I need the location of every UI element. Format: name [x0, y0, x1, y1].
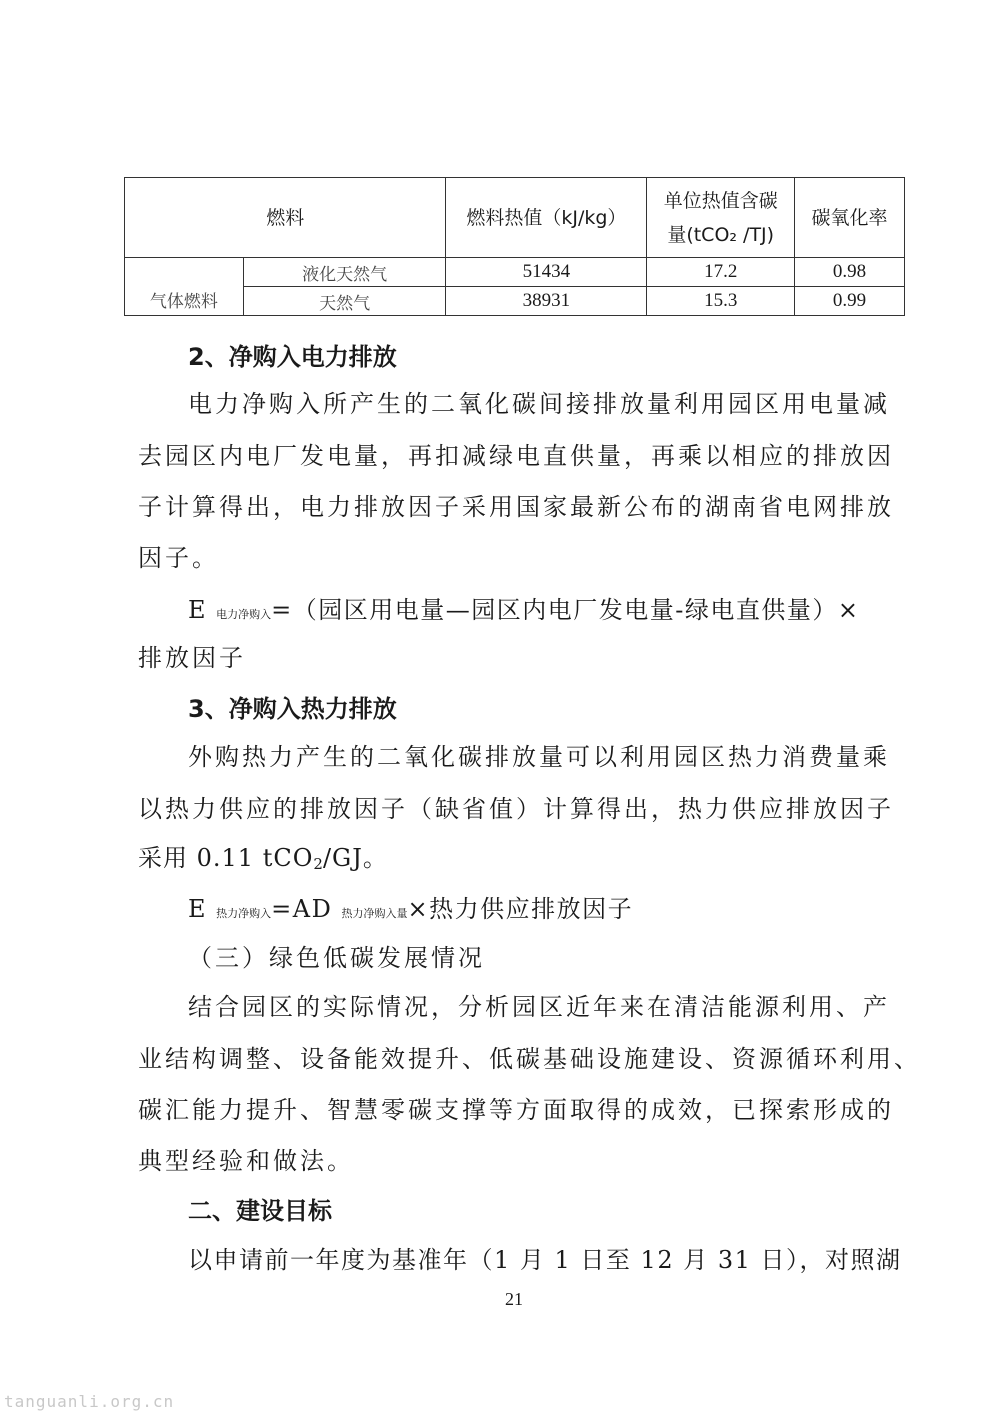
- subscript-2: 2: [313, 855, 323, 873]
- section-goal-para-line: 以申请前一年度为基准年（1 月 1 日至 12 月 31 日），对照湖: [188, 1246, 902, 1274]
- header-oxidation: 碳氧化率: [795, 178, 905, 258]
- section3-para-line: [138, 838, 388, 873]
- formula-ad: =AD: [271, 895, 333, 923]
- para-text: 采用 0.11 tCO: [138, 844, 314, 872]
- formula-rest: ×热力供应排放因子: [407, 895, 634, 923]
- formula-subscript: 热力净购入量: [341, 907, 408, 920]
- fuel-table: [124, 177, 905, 316]
- section3-para-line: 以热力供应的排放因子（缺省值）计算得出，热力供应排放因子: [138, 795, 894, 823]
- table-row: [125, 258, 905, 287]
- section3-para-line: 外购热力产生的二氧化碳排放量可以利用园区热力消费量乘: [188, 743, 890, 771]
- calorific-cell: 38931: [446, 287, 647, 316]
- formula-e: E: [188, 895, 208, 923]
- fuel-name-cell: 天然气: [243, 287, 446, 316]
- formula-subscript: 热力净购入: [216, 907, 272, 920]
- formula-subscript: 电力净购入: [216, 608, 272, 621]
- carbon-cell: 15.3: [647, 287, 795, 316]
- section2-formula: [188, 590, 860, 625]
- page-number: 21: [505, 1289, 523, 1309]
- section-green-para-line: 碳汇能力提升、智慧零碳支撑等方面取得的成效，已探索形成的: [138, 1096, 894, 1124]
- section-green-heading: （三）绿色低碳发展情况: [188, 944, 485, 972]
- header-carbon: [647, 178, 795, 258]
- calorific-cell: 51434: [446, 258, 647, 287]
- section-green-para-line: 典型经验和做法。: [138, 1147, 354, 1175]
- category-cell: 气体燃料: [125, 258, 244, 316]
- oxidation-cell: 0.98: [795, 258, 905, 287]
- watermark: tanguanli.org.cn: [4, 1392, 175, 1411]
- section-green-para-line: 结合园区的实际情况，分析园区近年来在清洁能源利用、产: [188, 993, 890, 1021]
- formula-rest: =（园区用电量—园区内电厂发电量-绿电直供量）×: [271, 596, 860, 624]
- fuel-name-cell: 液化天然气: [243, 258, 446, 287]
- section-green-para-line: 业结构调整、设备能效提升、低碳基础设施建设、资源循环利用、: [138, 1045, 921, 1073]
- section2-para-line: 子计算得出，电力排放因子采用国家最新公布的湖南省电网排放: [138, 493, 894, 521]
- formula-e: E: [188, 596, 208, 624]
- header-calorific: 燃料热值（kJ/kg）: [446, 178, 647, 258]
- section-goal-heading: 二、建设目标: [188, 1197, 332, 1225]
- carbon-cell: 17.2: [647, 258, 795, 287]
- section3-heading: 3、净购入热力排放: [188, 695, 397, 723]
- section2-para-line: 电力净购入所产生的二氧化碳间接排放量利用园区用电量减: [188, 390, 890, 418]
- table-header-row: [125, 178, 905, 258]
- section2-para-line: 因子。: [138, 544, 219, 572]
- section2-para-line: 去园区内电厂发电量，再扣减绿电直供量，再乘以相应的排放因: [138, 442, 894, 470]
- header-carbon-line1: 单位热值含碳: [663, 189, 778, 212]
- oxidation-cell: 0.99: [795, 287, 905, 316]
- para-text: /GJ。: [322, 844, 388, 872]
- section3-formula: [188, 889, 633, 924]
- section2-formula-line2: 排放因子: [138, 644, 246, 672]
- header-fuel: 燃料: [125, 178, 446, 258]
- header-carbon-line2: 量(tCO₂ /TJ): [667, 223, 775, 246]
- section2-heading: 2、净购入电力排放: [188, 343, 397, 371]
